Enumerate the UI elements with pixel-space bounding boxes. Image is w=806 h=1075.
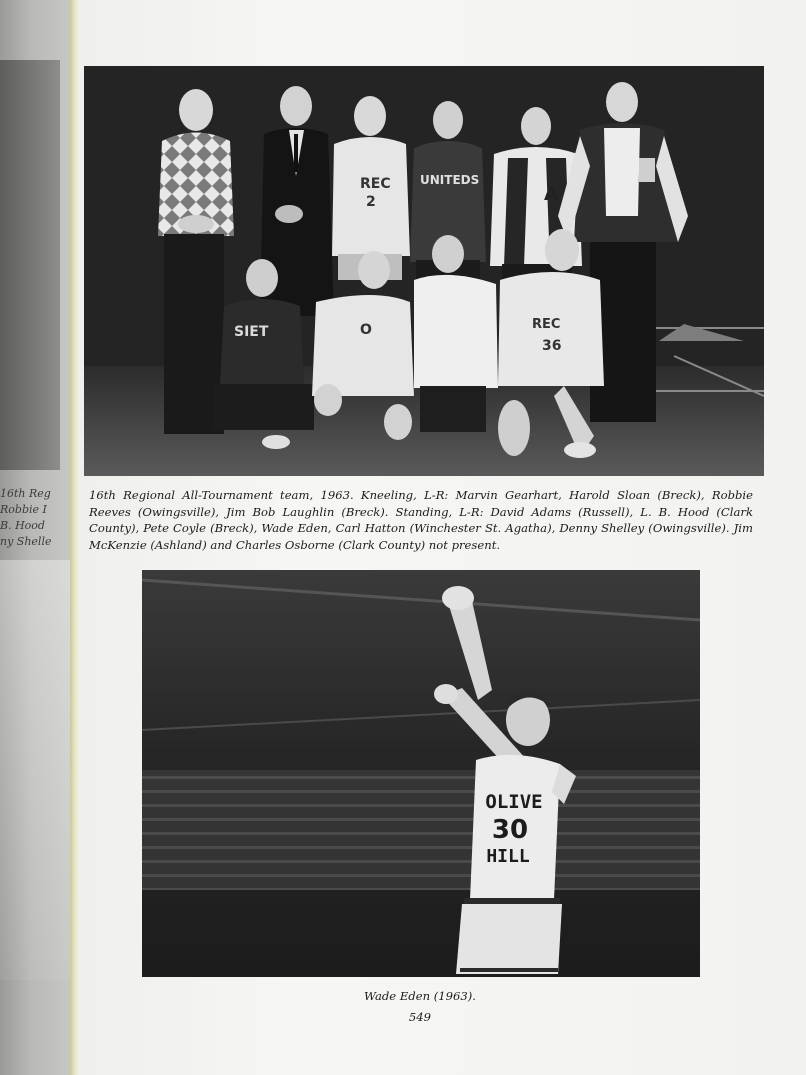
facing-page-photo-edge [0,60,60,470]
jersey-text: 2 [366,194,376,210]
team-photo-caption: 16th Regional All-Tournament team, 1963. Kneeling, L-R: Marvin Gearhart, Harold Sloan (Breck), Robbie Reeves (Owingsville), Jim Bob Laughlin (Breck). Standing, L-R: David Adams (Russell), L. B. Hood (Clark County), Pete Coyle (Breck), Wade Eden, Carl Hatton (Winchester St. Agatha), Denny Shelley (Owingsville). Jim McKenzie (Ashland) and Charles Osborne (Clark County) not present. [89,488,753,552]
facing-page-text [0,486,78,550]
jersey-number: 30 [491,815,529,845]
team-photo [84,66,764,476]
jersey-text: REC [360,176,391,192]
jersey-text: A [544,184,558,205]
page-number: 549 [408,1010,432,1024]
book-page [80,0,806,1075]
facing-page-line: B. Hood [0,519,45,532]
team-photo-drawing [84,66,764,476]
facing-page-line: Robbie I [0,503,47,516]
jersey-text-olive: OLIVE [485,791,543,813]
jersey-text-hill: HILL [486,846,530,867]
jersey-text: REC [532,317,561,332]
jersey-text: SIET [234,324,269,340]
jersey-text: O [360,322,372,338]
book-gutter [70,0,80,1075]
page-glare [0,560,70,980]
facing-page-edge [0,0,78,1075]
shooter-photo-drawing [142,570,700,977]
jersey-text: UNITEDS [420,173,480,187]
facing-page-line: ny Shelle [0,535,52,548]
shooter-photo [142,570,700,977]
jersey-text: 36 [542,338,562,354]
facing-page-line: 16th Reg [0,487,51,500]
shooter-photo-caption: Wade Eden (1963). [364,989,476,1003]
